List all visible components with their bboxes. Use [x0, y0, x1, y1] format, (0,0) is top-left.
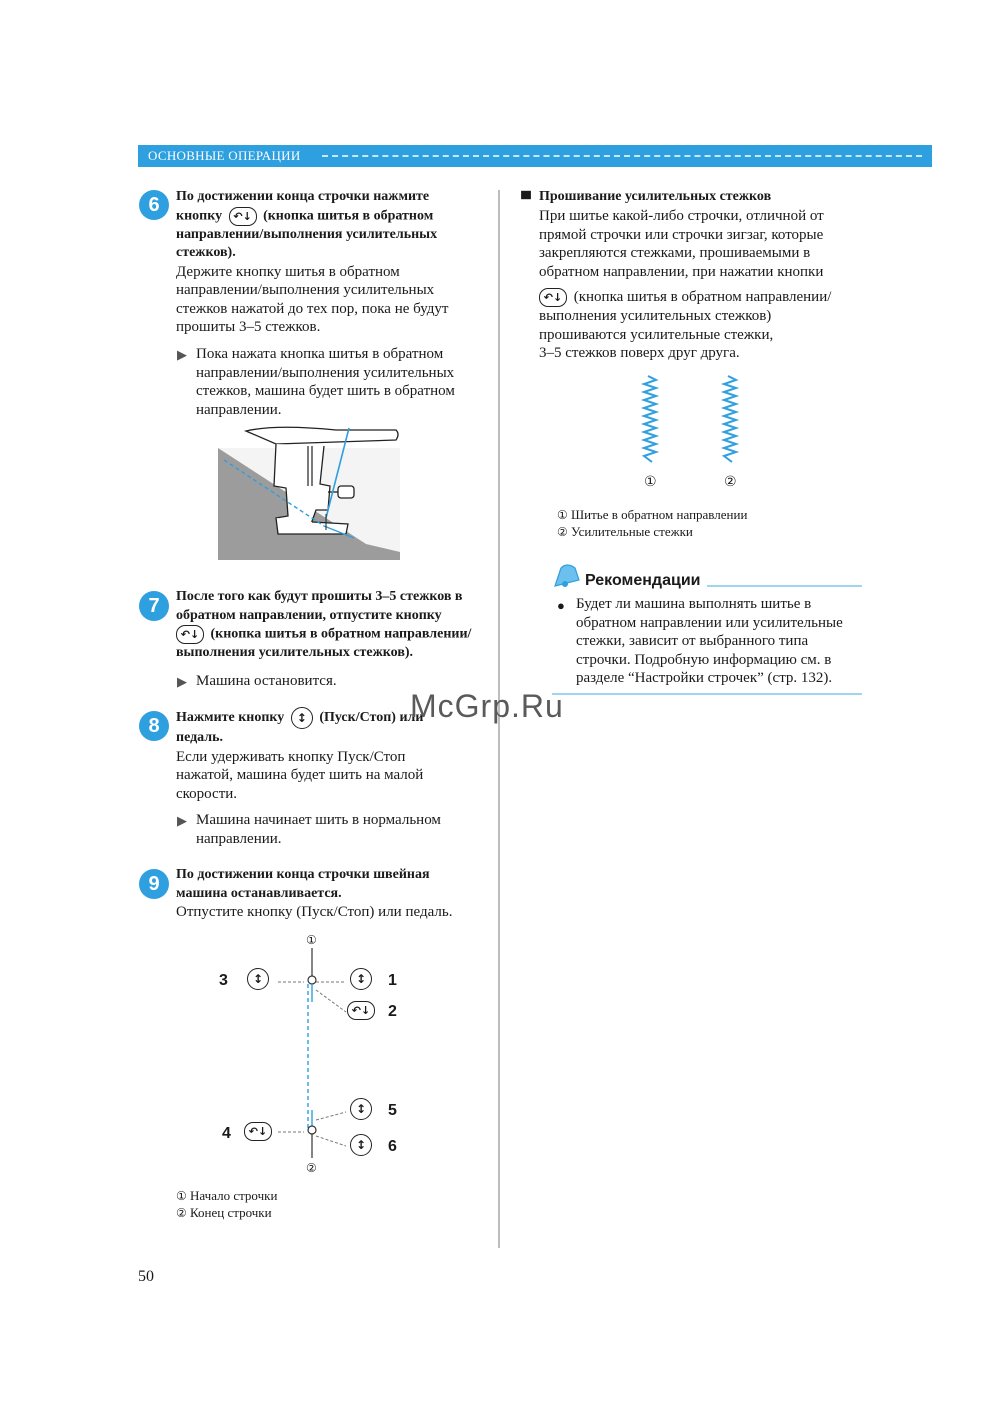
step-6-heading-2b: (кнопка шитья в обратном [263, 208, 434, 224]
step-6-result-2: направлении/выполнения усилительных [196, 364, 455, 381]
sequence-label-1: 1 [388, 972, 397, 989]
step-7-badge: 7 [139, 591, 169, 621]
reinforcement-body-3: закрепляются стежками, прошиваемыми в [539, 245, 811, 261]
diagram-legend [176, 1188, 277, 1221]
legend-marker-1: ① [176, 1189, 187, 1203]
step-6-result-3: стежков, машина будет шить в обратном [196, 383, 455, 399]
presser-foot-illustration [216, 426, 402, 561]
step-8-heading-1a: Нажмите кнопку [176, 710, 285, 726]
step-6-result [196, 345, 496, 419]
bell-icon [551, 560, 581, 590]
stitch-marker-2: ② [724, 474, 737, 490]
start-stop-icon: ↕ [350, 968, 372, 990]
recommendations-body-5: разделе “Настройки строчек” (стр. 132). [576, 670, 833, 686]
end-marker: ② [306, 1161, 317, 1175]
step-6-body-2: направлении/выполнения усилительных [176, 282, 435, 299]
header-dashed-rule [322, 155, 922, 157]
step-6-heading-1: По достижении конца строчки нажмите [176, 189, 430, 204]
result-arrow-icon: ▶ [177, 674, 187, 689]
recommendations-body [576, 595, 876, 688]
reverse-stitch-icon: ↶↓ [176, 625, 204, 644]
step-6-result-1: Пока нажата кнопка шитья в обратном [196, 346, 444, 362]
step-6 [176, 188, 486, 337]
reinforcement-body-8: 3–5 стежков поверх друг друга. [539, 345, 740, 362]
recommendations-title: Рекомендации [585, 572, 701, 589]
step-7-result: Машина остановится. [196, 673, 337, 689]
start-stop-icon: ↕ [291, 707, 313, 729]
stitch-legend-text-2: Усилительные стежки [571, 523, 693, 539]
step-7 [176, 588, 496, 663]
step-8-result-1: Машина начинает шить в нормальном [196, 812, 441, 828]
step-8-heading-2: педаль. [176, 730, 224, 745]
sequence-label-2: 2 [388, 1003, 397, 1020]
reinforcement-body [539, 207, 879, 363]
reinforcement-body-4: обратном направлении, при нажатии кнопки [539, 263, 824, 280]
recommendations-body-2: обратном направлении или усилительные [576, 614, 843, 631]
result-arrow-icon: ▶ [177, 813, 187, 828]
step-8-body-1: Если удерживать кнопку Пуск/Стоп [176, 748, 406, 765]
sequence-label-3: 3 [219, 972, 228, 989]
step-6-result-4: направлении. [196, 401, 282, 418]
reinforcement-body-7: прошиваются усилительные стежки, [539, 326, 774, 343]
legend-marker-2: ② [176, 1205, 187, 1220]
legend-text-1: Начало строчки [190, 1188, 278, 1203]
recommendations-body-4: строчки. Подробную информацию см. в [576, 651, 832, 668]
reinforcement-body-6: выполнения усилительных стежков) [539, 308, 772, 325]
step-8-body-3: скорости. [176, 785, 238, 802]
page-number: 50 [138, 1268, 154, 1285]
section-bullet-icon [521, 191, 531, 199]
watermark: McGrp.Ru [410, 688, 564, 724]
stitch-marker-1: ① [644, 474, 657, 490]
sequence-label-4: 4 [222, 1125, 231, 1142]
stitch-legend [557, 507, 747, 540]
reinforcement-heading: Прошивание усилительных стежков [539, 189, 772, 204]
step-6-body-4: прошиты 3–5 стежков. [176, 319, 321, 336]
step-8-body-2: нажатой, машина будет шить на малой [176, 767, 424, 783]
step-6-badge: 6 [139, 190, 169, 220]
reverse-stitch-icon: ↶↓ [539, 288, 567, 307]
step-6-body-1: Держите кнопку шитья в обратном [176, 263, 400, 280]
reverse-stitch-icon: ↶↓ [244, 1122, 272, 1141]
step-9-body: Отпустите кнопку (Пуск/Стоп) или педаль. [176, 904, 453, 920]
step-8-badge: 8 [139, 711, 169, 741]
step-9-badge: 9 [139, 869, 169, 899]
reinforcement-body-1: При шитье какой-либо строчки, отличной от [539, 208, 824, 224]
reinforcement-body-5: (кнопка шитья в обратном направлении/ [573, 289, 832, 305]
recommendations-body-1: Будет ли машина выполнять шитье в [576, 596, 812, 612]
zigzag-stitch-illustration [636, 372, 746, 467]
start-stop-icon: ↕ [350, 1098, 372, 1120]
step-6-heading-3: направлении/выполнения усилительных [176, 226, 438, 242]
reinforcement-body-2: прямой строчки или строчки зигзаг, которые [539, 226, 824, 243]
step-7-heading-1: После того как будут прошиты 3–5 стежков в [176, 589, 463, 604]
step-8-result [196, 811, 496, 848]
sequence-label-5: 5 [388, 1102, 397, 1119]
step-6-body-3: стежков нажатой до тех пор, пока не будут [176, 300, 449, 317]
step-6-heading-4: стежков). [176, 245, 236, 261]
step-8-result-2: направлении. [196, 830, 282, 847]
recommendations-top-rule [707, 585, 862, 587]
step-9 [176, 866, 496, 922]
reverse-stitch-icon: ↶↓ [229, 207, 257, 226]
recommendations-bottom-rule [552, 693, 862, 695]
recommendations-body-3: стежки, зависит от выбранного типа [576, 633, 809, 649]
step-8-heading-1b: (Пуск/Стоп) или [319, 710, 424, 726]
step-7-heading-3: (кнопка шитья в обратном направлении/ [210, 626, 472, 642]
reverse-stitch-icon: ↶↓ [347, 1001, 375, 1020]
result-arrow-icon: ▶ [177, 347, 187, 362]
start-marker: ① [306, 933, 317, 947]
step-7-heading-2: обратном направлении, отпустите кнопку [176, 607, 442, 623]
stitch-legend-text-1: Шитье в обратном направлении [571, 507, 748, 522]
step-6-heading-2a: кнопку [176, 208, 223, 224]
stitch-legend-marker-2: ② [557, 524, 568, 539]
step-7-heading-4: выполнения усилительных стежков). [176, 645, 414, 661]
step-9-heading-1: По достижении конца строчки швейная [176, 867, 430, 882]
start-stop-icon: ↕ [350, 1134, 372, 1156]
stitch-legend-marker-1: ① [557, 508, 568, 522]
section-title: ОСНОВНЫЕ ОПЕРАЦИИ [148, 148, 301, 163]
step-9-heading-2: машина останавливается. [176, 885, 342, 901]
recommendation-bullet-icon: ● [557, 598, 565, 613]
sequence-label-6: 6 [388, 1138, 397, 1155]
start-stop-icon: ↕ [247, 968, 269, 990]
legend-text-2: Конец строчки [190, 1204, 272, 1220]
